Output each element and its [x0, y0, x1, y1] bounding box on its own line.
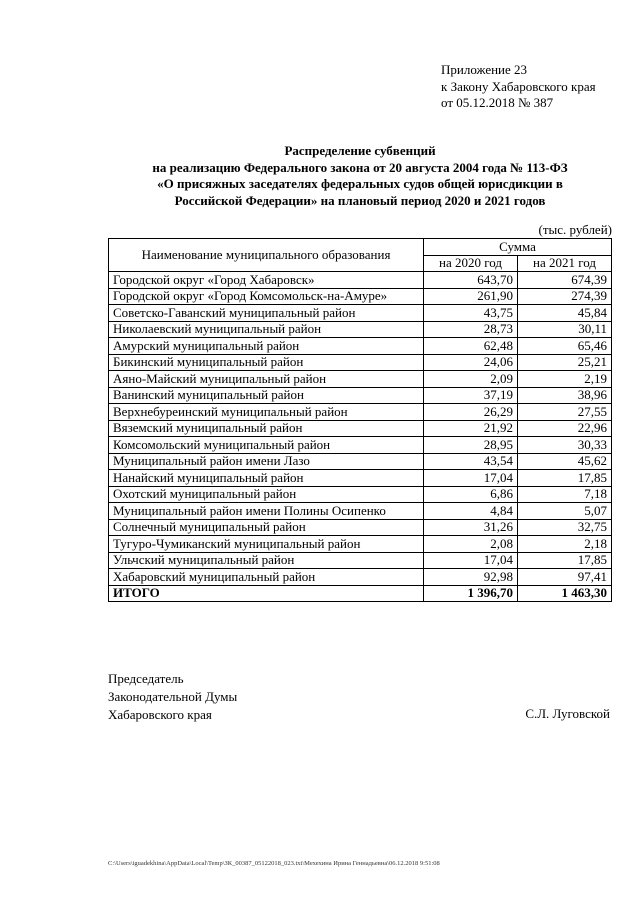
cell-2020: 17,04 [424, 552, 518, 569]
cell-2020: 92,98 [424, 569, 518, 586]
cell-2020: 4,84 [424, 503, 518, 520]
cell-2020: 43,54 [424, 453, 518, 470]
table-row [109, 536, 612, 553]
table-row [109, 371, 612, 388]
cell-2021: 2,18 [518, 536, 612, 553]
cell-2021: 30,33 [518, 437, 612, 454]
cell-2021: 7,18 [518, 486, 612, 503]
cell-2021: 5,07 [518, 503, 612, 520]
table-body [109, 272, 612, 602]
footer-file-path: C:\Users\iguadekhina\AppData\Local\Temp\ЗК_00387_05122018_023.txt\Мехехина Ирина Геннадьевна\06.12.2018 9:51:08 [108, 860, 440, 867]
cell-name: Верхнебуреинский муниципальный район [109, 404, 424, 421]
cell-name: ИТОГО [109, 585, 424, 602]
cell-name: Ванинский муниципальный район [109, 387, 424, 404]
cell-2020: 2,08 [424, 536, 518, 553]
cell-2020: 21,92 [424, 420, 518, 437]
cell-name: Охотский муниципальный район [109, 486, 424, 503]
table-row [109, 387, 612, 404]
document-title [100, 143, 620, 209]
cell-name: Нанайский муниципальный район [109, 470, 424, 487]
cell-2020: 17,04 [424, 470, 518, 487]
table-header-row [109, 239, 612, 256]
header-2021: на 2021 год [518, 255, 612, 272]
cell-2021: 2,19 [518, 371, 612, 388]
table-row [109, 470, 612, 487]
cell-name: Комсомольский муниципальный район [109, 437, 424, 454]
cell-name: Муниципальный район имени Полины Осипенко [109, 503, 424, 520]
cell-name: Амурский муниципальный район [109, 338, 424, 355]
cell-2020: 643,70 [424, 272, 518, 289]
cell-name: Солнечный муниципальный район [109, 519, 424, 536]
signature-line-2: Законодательной Думы [108, 689, 238, 704]
cell-2021: 22,96 [518, 420, 612, 437]
cell-2020: 28,95 [424, 437, 518, 454]
table-row [109, 519, 612, 536]
cell-2021: 32,75 [518, 519, 612, 536]
signature-line-3: Хабаровского края [108, 707, 212, 722]
cell-name: Ульчский муниципальный район [109, 552, 424, 569]
subvention-table [108, 238, 612, 602]
cell-2021: 45,84 [518, 305, 612, 322]
cell-name: Аяно-Майский муниципальный район [109, 371, 424, 388]
cell-2021: 17,85 [518, 552, 612, 569]
header-2020: на 2020 год [424, 255, 518, 272]
cell-2020: 62,48 [424, 338, 518, 355]
cell-2021: 674,39 [518, 272, 612, 289]
cell-2021: 27,55 [518, 404, 612, 421]
table-row [109, 404, 612, 421]
cell-name: Вяземский муниципальный район [109, 420, 424, 437]
title-line-1: Распределение субвенций [284, 143, 436, 158]
table-row [109, 486, 612, 503]
cell-2021: 30,11 [518, 321, 612, 338]
signature-line-1: Председатель [108, 671, 184, 686]
cell-name: Николаевский муниципальный район [109, 321, 424, 338]
units-label: (тыс. рублей) [538, 222, 612, 237]
header-name: Наименование муниципального образования [109, 239, 424, 272]
cell-name: Городской округ «Город Хабаровск» [109, 272, 424, 289]
cell-name: Муниципальный район имени Лазо [109, 453, 424, 470]
table-row [109, 569, 612, 586]
cell-2021: 1 463,30 [518, 585, 612, 602]
appendix-line-3: от 05.12.2018 № 387 [441, 95, 554, 110]
cell-2020: 26,29 [424, 404, 518, 421]
signatory-name: С.Л. Луговской [525, 706, 610, 721]
cell-2020: 31,26 [424, 519, 518, 536]
table-row [109, 321, 612, 338]
cell-name: Бикинский муниципальный район [109, 354, 424, 371]
cell-2020: 28,73 [424, 321, 518, 338]
cell-2021: 45,62 [518, 453, 612, 470]
appendix-line-2: к Закону Хабаровского края [441, 78, 596, 94]
table-row [109, 420, 612, 437]
table-row [109, 288, 612, 305]
cell-2021: 38,96 [518, 387, 612, 404]
cell-name: Тугуро-Чумиканский муниципальный район [109, 536, 424, 553]
table-row [109, 338, 612, 355]
table-row [109, 272, 612, 289]
cell-2021: 25,21 [518, 354, 612, 371]
cell-2021: 97,41 [518, 569, 612, 586]
cell-2021: 17,85 [518, 470, 612, 487]
cell-name: Городской округ «Город Комсомольск-на-Амуре» [109, 288, 424, 305]
cell-2020: 43,75 [424, 305, 518, 322]
table-row [109, 354, 612, 371]
table-row [109, 437, 612, 454]
cell-2021: 65,46 [518, 338, 612, 355]
appendix-block [441, 62, 596, 112]
table-row [109, 453, 612, 470]
cell-2020: 2,09 [424, 371, 518, 388]
cell-name: Советско-Гаванский муниципальный район [109, 305, 424, 322]
title-line-2: на реализацию Федерального закона от 20 августа 2004 года № 113-ФЗ [152, 159, 568, 175]
cell-2020: 1 396,70 [424, 585, 518, 602]
signature-title [108, 670, 237, 724]
title-line-4: Российской Федерации» на плановый период 2020 и 2021 годов [174, 192, 546, 208]
cell-name: Хабаровский муниципальный район [109, 569, 424, 586]
appendix-line-1: Приложение 23 [441, 62, 528, 77]
cell-2020: 261,90 [424, 288, 518, 305]
cell-2020: 24,06 [424, 354, 518, 371]
table-total-row [109, 585, 612, 602]
cell-2020: 6,86 [424, 486, 518, 503]
header-sum: Сумма [424, 239, 612, 256]
table-row [109, 552, 612, 569]
title-line-3: «О присяжных заседателях федеральных судов общей юрисдикции в [157, 176, 563, 191]
cell-2021: 274,39 [518, 288, 612, 305]
table-row [109, 305, 612, 322]
cell-2020: 37,19 [424, 387, 518, 404]
table-row [109, 503, 612, 520]
